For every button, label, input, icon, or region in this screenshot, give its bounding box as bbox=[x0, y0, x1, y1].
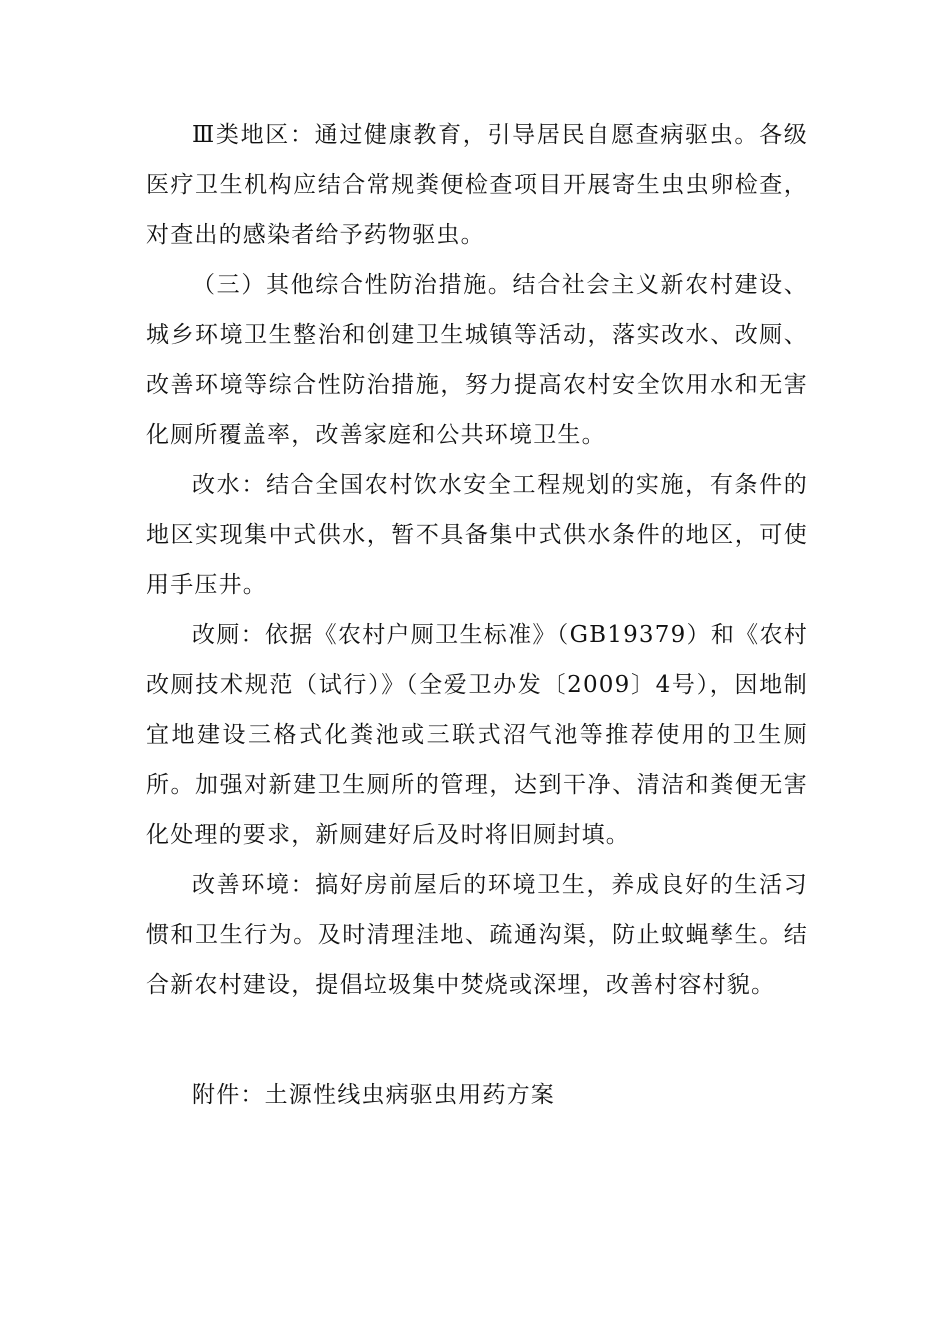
document-body bbox=[146, 110, 808, 1120]
paragraph-toilet-improvement: 改厕：依据《农村户厕卫生标准》（GB19379）和《农村改厕技术规范（试行）》（全爱卫办发〔2009〕4号），因地制宜地建设三格式化粪池或三联式沼气池等推荐使用的卫生厕所。加强对新建卫生厕所的管理，达到干净、清洁和粪便无害化处理的要求，新厕建好后及时将旧厕封填。 bbox=[146, 622, 808, 848]
attachment-line: 附件：土源性线虫病驱虫用药方案 bbox=[192, 1082, 555, 1108]
paragraph-class-iii-areas: Ⅲ类地区：通过健康教育，引导居民自愿查病驱虫。各级医疗卫生机构应结合常规粪便检查项目开展寄生虫虫卵检查，对查出的感染者给予药物驱虫。 bbox=[146, 122, 808, 248]
paragraph-other-measures: （三）其他综合性防治措施。结合社会主义新农村建设、城乡环境卫生整治和创建卫生城镇等活动，落实改水、改厕、改善环境等综合性防治措施，努力提高农村安全饮用水和无害化厕所覆盖率，改善家庭和公共环境卫生。 bbox=[146, 272, 808, 448]
paragraph-water-improvement: 改水：结合全国农村饮水安全工程规划的实施，有条件的地区实现集中式供水，暂不具备集中式供水条件的地区，可使用手压井。 bbox=[146, 472, 808, 598]
paragraph-environment-improvement: 改善环境：搞好房前屋后的环境卫生，养成良好的生活习惯和卫生行为。及时清理洼地、疏通沟渠，防止蚊蝇孳生。结合新农村建设，提倡垃圾集中焚烧或深埋，改善村容村貌。 bbox=[146, 872, 808, 998]
